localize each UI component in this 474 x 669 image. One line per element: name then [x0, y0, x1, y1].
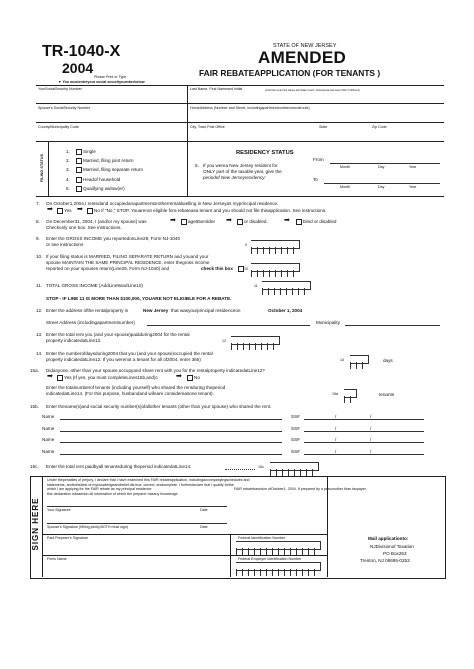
- residency-to-label: To: [313, 177, 318, 182]
- filing-status-checkbox[interactable]: [76, 149, 82, 155]
- line-11-amount-box[interactable]: [262, 281, 311, 290]
- spouse-ssn-field[interactable]: [40, 112, 180, 121]
- line-15a-num: 15a.: [30, 368, 39, 373]
- line-7-yes-label: Yes: [64, 208, 72, 213]
- municipality-line[interactable]: [345, 325, 440, 326]
- city-label: City, Town,Post Office: [190, 125, 225, 129]
- zip-label: Zip Code: [372, 125, 387, 129]
- line-8-text-a: On December31, 2004, I (and/or my spouse) was: [46, 219, 147, 224]
- line-15b-num: 15b.: [30, 404, 39, 409]
- filing-status-checkbox[interactable]: [76, 167, 82, 173]
- line-15b-text: Enter thename(s)and social security number(s)ofallother tenants (other than your spouse) who shared the rent.: [46, 404, 272, 409]
- filing-status-checkbox[interactable]: [76, 177, 82, 183]
- filing-status-label: Married, filing joint return: [83, 158, 134, 164]
- declaration-line-1: Under thepenalties of perjury, I declare that I have examined this FAIR rebateapplication, includingaccompanyingschedules and: [47, 478, 250, 482]
- tenant-ssn-separator: /: [335, 437, 337, 442]
- tenant-ssn-line[interactable]: [304, 431, 424, 432]
- mail-line-3: Trenton, NJ 08695-0253: [360, 558, 410, 563]
- line-15a-text-a: Enter the totalnumberof tenants (including yourself) who shared the rentduring theperiod: [46, 385, 226, 390]
- amended-title: AMENDED: [258, 48, 347, 67]
- residency-to-day: Day: [378, 185, 385, 189]
- line-13-text-a: Enter the total rent you (and your spouse)paidduring2004 for the rental: [46, 332, 190, 337]
- line-13-text-b: property indicatedatLine12.: [46, 338, 102, 343]
- filing-status-label: Single: [83, 149, 96, 154]
- line-10-text-c: reported on your spouses return(Line29, Form NJ-1040) and: [46, 266, 170, 271]
- line-8-opt2-label: or disabled.: [244, 219, 268, 224]
- tenant-ssn-label: SS#: [291, 425, 300, 431]
- declaration-line-3: FAIR rebatebasedon ofOctober1, 2004. If prepared by a personother than taxpayer,: [234, 487, 367, 491]
- tenant-name-line[interactable]: [60, 454, 282, 455]
- line-8-num: 8.: [36, 219, 40, 224]
- firm-name-label: Firms Name: [47, 557, 67, 561]
- line-7-no-checkbox[interactable]: [87, 208, 93, 214]
- line-14-days-label: days: [383, 358, 393, 363]
- tenant-name-label: Name: [42, 425, 55, 431]
- tenant-ssn-separator: /: [335, 448, 337, 454]
- filing-status-num: 3.: [66, 167, 70, 173]
- filing-status-num: 1.: [66, 149, 70, 154]
- line-7-text: On October1,2004,I rentedand occupiedanapartmentorotherrentaldwelling in New Jerseyas myprincipal residence.: [46, 201, 279, 206]
- line-11-text: TOTAL GROSS INCOME (AddLine9andLine10): [46, 283, 143, 288]
- line-8-opt2-arrow-icon: ➡: [226, 217, 232, 224]
- line-7-no-label: No If "No," STOP. Youarenot eligible fora rebateasa tenant and you should not file thisapplication. See instructions.: [94, 208, 327, 213]
- line-9-text-a: Enter the GROSS INCOME you reportedonLine29, Form NJ-1040: [46, 236, 181, 241]
- tenant-name-line[interactable]: [60, 419, 282, 420]
- filing-status-label: Headof household: [83, 176, 121, 182]
- municipality-code-field[interactable]: [40, 131, 180, 140]
- line-12-text-d: October 1, 2004: [268, 308, 303, 313]
- tenant-ssn-line[interactable]: [304, 454, 424, 455]
- filing-status-checkbox[interactable]: [76, 186, 82, 192]
- preparer-signature-label: Paid Preparer's Signature: [47, 536, 89, 540]
- line-15a-no-checkbox[interactable]: [187, 375, 193, 381]
- residency-to-line[interactable]: [324, 183, 440, 184]
- line-15a-tenants-box[interactable]: [344, 389, 357, 398]
- filing-status-side-label: FILING STATUS: [40, 153, 44, 183]
- federal-employer-id-boxes[interactable]: [236, 562, 321, 571]
- residency-from-line[interactable]: [330, 163, 440, 164]
- line-8-age-checkbox[interactable]: [181, 219, 187, 225]
- ssn-field[interactable]: [40, 94, 180, 102]
- line-7-yes-arrow-icon: ➡: [47, 206, 53, 213]
- filing-status-num: 2.: [66, 158, 70, 164]
- tenant-ssn-separator: /: [335, 414, 337, 419]
- line-8-text-b: Checkonly one box. See instructions.: [46, 225, 122, 230]
- line-15a-text-b: indicatedatLine14. (For this purpose, husbandand wifeare considereasone tenant).: [46, 391, 214, 396]
- residency-from-month: Month: [340, 165, 350, 169]
- mail-title: Mail applicationto:: [368, 536, 409, 541]
- tenant-ssn-line[interactable]: [304, 419, 424, 420]
- line-15c-num: 15c.: [30, 464, 39, 469]
- name-note: (Joint filers enter first names and initial of each - Enterspouse last name ONLY if different): [265, 88, 360, 92]
- residency-q-line-2: ONLY part of the taxable year, give the: [203, 169, 282, 174]
- tenant-ssn-separator: /: [370, 414, 372, 419]
- line-15a-box-label: 15a: [332, 392, 338, 396]
- line-15c-leader: [225, 469, 255, 470]
- mail-line-2: PO Box253: [383, 551, 407, 556]
- line-10-box-label: 10: [244, 267, 248, 271]
- form-id: TR-1040-X: [42, 43, 121, 60]
- municipality-code-label: County/Municipality Code: [38, 125, 79, 129]
- filing-status-checkbox[interactable]: [76, 158, 82, 164]
- line-10-text-a: If your filing status is MARRIED, FILING SEPARATE RETURN and youand your: [46, 254, 209, 259]
- sign-here-side-label: SIGN HERE: [31, 497, 40, 551]
- line-14-days-box[interactable]: [350, 355, 369, 364]
- line-8-opt3-label: blind or disabled: [303, 219, 337, 224]
- your-signature-line[interactable]: [47, 506, 227, 507]
- declaration-line-4: which I am applying for the FAIR rebate as my principal residence: [47, 487, 152, 491]
- residency-q-line-3: periodof New Jerseyresidency:: [203, 175, 266, 180]
- tenant-ssn-label: SS#: [291, 437, 300, 442]
- line-11-box-label: 11: [254, 284, 258, 288]
- home-address-label: HomeAddress (Number and Street, includingapartmentnumberorruralroute): [190, 106, 310, 110]
- tenant-ssn-separator: /: [335, 425, 337, 431]
- state-field[interactable]: [319, 131, 369, 140]
- spouse-signature-date-label: Date: [200, 525, 208, 529]
- ssn-label: YourSocialSecurity Number: [38, 87, 82, 91]
- line-12-text-c: that wasyourprincipal residenceon: [171, 308, 241, 313]
- line-13-box-label: 13: [222, 339, 226, 343]
- tenant-ssn-separator: /: [370, 437, 372, 442]
- ssn-note: ▼ You mustenteryour social securitynumberbelow: [58, 80, 145, 84]
- line-15c-text: Enter the total rent paidbyall tenantsduring theperiod indicatedatLine14.: [46, 464, 192, 469]
- line-15c-amount-box[interactable]: [270, 462, 319, 471]
- line-15c-box-label: 15c: [258, 465, 264, 469]
- tenant-name-line[interactable]: [60, 442, 282, 443]
- line-10-text-b: spouse MAINTAIN THE SAME PRINCIPAL RESIDENCE, enter thegross income: [46, 260, 210, 265]
- line-10-text-c-bold: check this box: [201, 266, 233, 271]
- tenant-ssn-label: SS#: [291, 414, 300, 419]
- federal-id-label: Federal Identification Number: [238, 536, 286, 540]
- print-note: Please Print or Type: [94, 75, 127, 79]
- line-9-num: 9.: [36, 236, 40, 241]
- line-15a-yes-arrow-icon: ➡: [47, 373, 53, 380]
- line-11-num: 11.: [36, 283, 43, 288]
- tenant-ssn-label: SS#: [291, 448, 300, 454]
- line-9-box-label: 9: [245, 243, 247, 247]
- filing-status-label: Married, filing separate return: [83, 167, 144, 173]
- form-title: FAIR REBATEAPPLICATION (FOR TENANTS ): [199, 68, 381, 78]
- residency-from-year: Year: [409, 165, 417, 169]
- line-15a-question-a: Didanyone, other than your spouse,occupyand share rent with you for the rentalproperty indicatedatLine12?: [46, 368, 265, 373]
- state-label: STATE OF NEW JERSEY: [273, 43, 337, 49]
- line-15a-tenants-label: tenants: [379, 392, 395, 397]
- residency-title: RESIDENCY STATUS: [236, 150, 294, 156]
- city-field[interactable]: [190, 131, 310, 140]
- street-address-label: Street Address (includingapartmentnumber): [46, 320, 135, 325]
- line-9-amount-box[interactable]: [251, 240, 300, 249]
- form-year: 2004: [62, 60, 94, 76]
- tenant-ssn-separator: /: [370, 448, 372, 454]
- line-12-text-a: Enter the address ofthe rentalproperty in: [46, 308, 129, 313]
- line-15a-no-arrow-icon: ➡: [176, 373, 182, 380]
- your-signature-label: Your Signature: [47, 508, 71, 512]
- line-15a-no-label: No: [194, 375, 200, 380]
- line-8-blind-checkbox[interactable]: [296, 219, 302, 225]
- line-8-opt1-label: age65orolder: [188, 219, 216, 224]
- line-8-opt1-arrow-icon: ➡: [170, 217, 176, 224]
- filing-status-label: Qualifying widow(er): [83, 185, 125, 191]
- residency-to-year: Year: [409, 185, 417, 189]
- filing-status-num: 5.: [66, 185, 70, 191]
- residency-from-day: Day: [378, 165, 385, 169]
- residency-to-month: Month: [340, 185, 350, 189]
- name-field[interactable]: [190, 93, 440, 102]
- tenant-name-label: Name: [42, 448, 55, 454]
- line-12-num: 12.: [36, 308, 43, 313]
- line-15a-yes-checkbox[interactable]: [57, 375, 63, 381]
- spouse-signature-label: Spouse's Signature (Iffiling jointly,BOTH must sign): [47, 525, 129, 529]
- line-12-text-b: New Jersey: [143, 308, 169, 313]
- mail-line-1: NJDivisionof Taxation: [370, 544, 414, 549]
- tenant-ssn-separator: /: [370, 425, 372, 431]
- line-9-text-b: or see instructions: [46, 242, 84, 247]
- name-label: Last Name, First Nameand Initial: [190, 87, 243, 91]
- line-13-num: 13.: [36, 332, 43, 337]
- line-14-num: 14.: [36, 351, 43, 356]
- filing-status-num: 4.: [66, 176, 70, 182]
- line-14-box-label: 14: [340, 358, 344, 362]
- line-14-text-b: property indicatedatLine12. If you werenot a tenant for all of2004, enter 366): [46, 357, 201, 362]
- federal-id-boxes[interactable]: [236, 541, 321, 550]
- spouse-signature-line[interactable]: [47, 523, 227, 524]
- line-10-num: 10.: [36, 254, 43, 259]
- tenant-ssn-line[interactable]: [304, 442, 424, 443]
- home-address-field[interactable]: [190, 112, 440, 121]
- tenant-name-label: Name: [42, 437, 55, 442]
- your-signature-date-label: Date: [200, 508, 208, 512]
- municipality-label: Municipality: [316, 320, 340, 325]
- residency-q-line-1: If you werea New Jersey resident for: [203, 163, 278, 168]
- line-15a-question-b: Yes (If yes, you must completeLines15b,and)c: [64, 375, 158, 380]
- line-7-num: 7.: [36, 201, 40, 206]
- residency-q-num: 6.: [195, 163, 199, 168]
- line-10-amount-box[interactable]: [251, 263, 300, 272]
- street-address-line[interactable]: [147, 325, 310, 326]
- stop-notice: STOP - IF LINE 11 IS MORE THAN $100,000, YOUARE NOT ELIGIBLE FOR A REBATE.: [46, 296, 232, 301]
- declaration-line-5: this declaration isbasedon all information of which the preparer hasany knowledge.: [47, 491, 179, 496]
- line-8-disabled-checkbox[interactable]: [237, 219, 243, 225]
- line-8-opt3-arrow-icon: ➡: [284, 217, 290, 224]
- tenant-name-line[interactable]: [60, 431, 282, 432]
- tenant-name-label: Name: [42, 414, 55, 419]
- line-14-text-a: Enter the numberofdaysduring2004 that you (and your spouse)occupied the rental: [46, 351, 213, 356]
- spouse-ssn-label: Spouse's SocialSecurity Number: [38, 106, 91, 110]
- zip-field[interactable]: [372, 131, 440, 140]
- federal-employer-id-label: Federal Employer Identification Number: [238, 557, 302, 561]
- state-field-label: State: [319, 125, 328, 129]
- line-7-yes-checkbox[interactable]: [57, 208, 63, 214]
- line-13-amount-box[interactable]: [231, 336, 280, 345]
- residency-from-label: From: [313, 157, 324, 162]
- line-7-no-arrow-icon: ➡: [77, 206, 83, 213]
- declaration-line-2: statements, andtothebest of myknowledgeandbelief,itis true, correct, andcomplete. I furtherdeclare that I qualify forthe: [47, 482, 234, 487]
